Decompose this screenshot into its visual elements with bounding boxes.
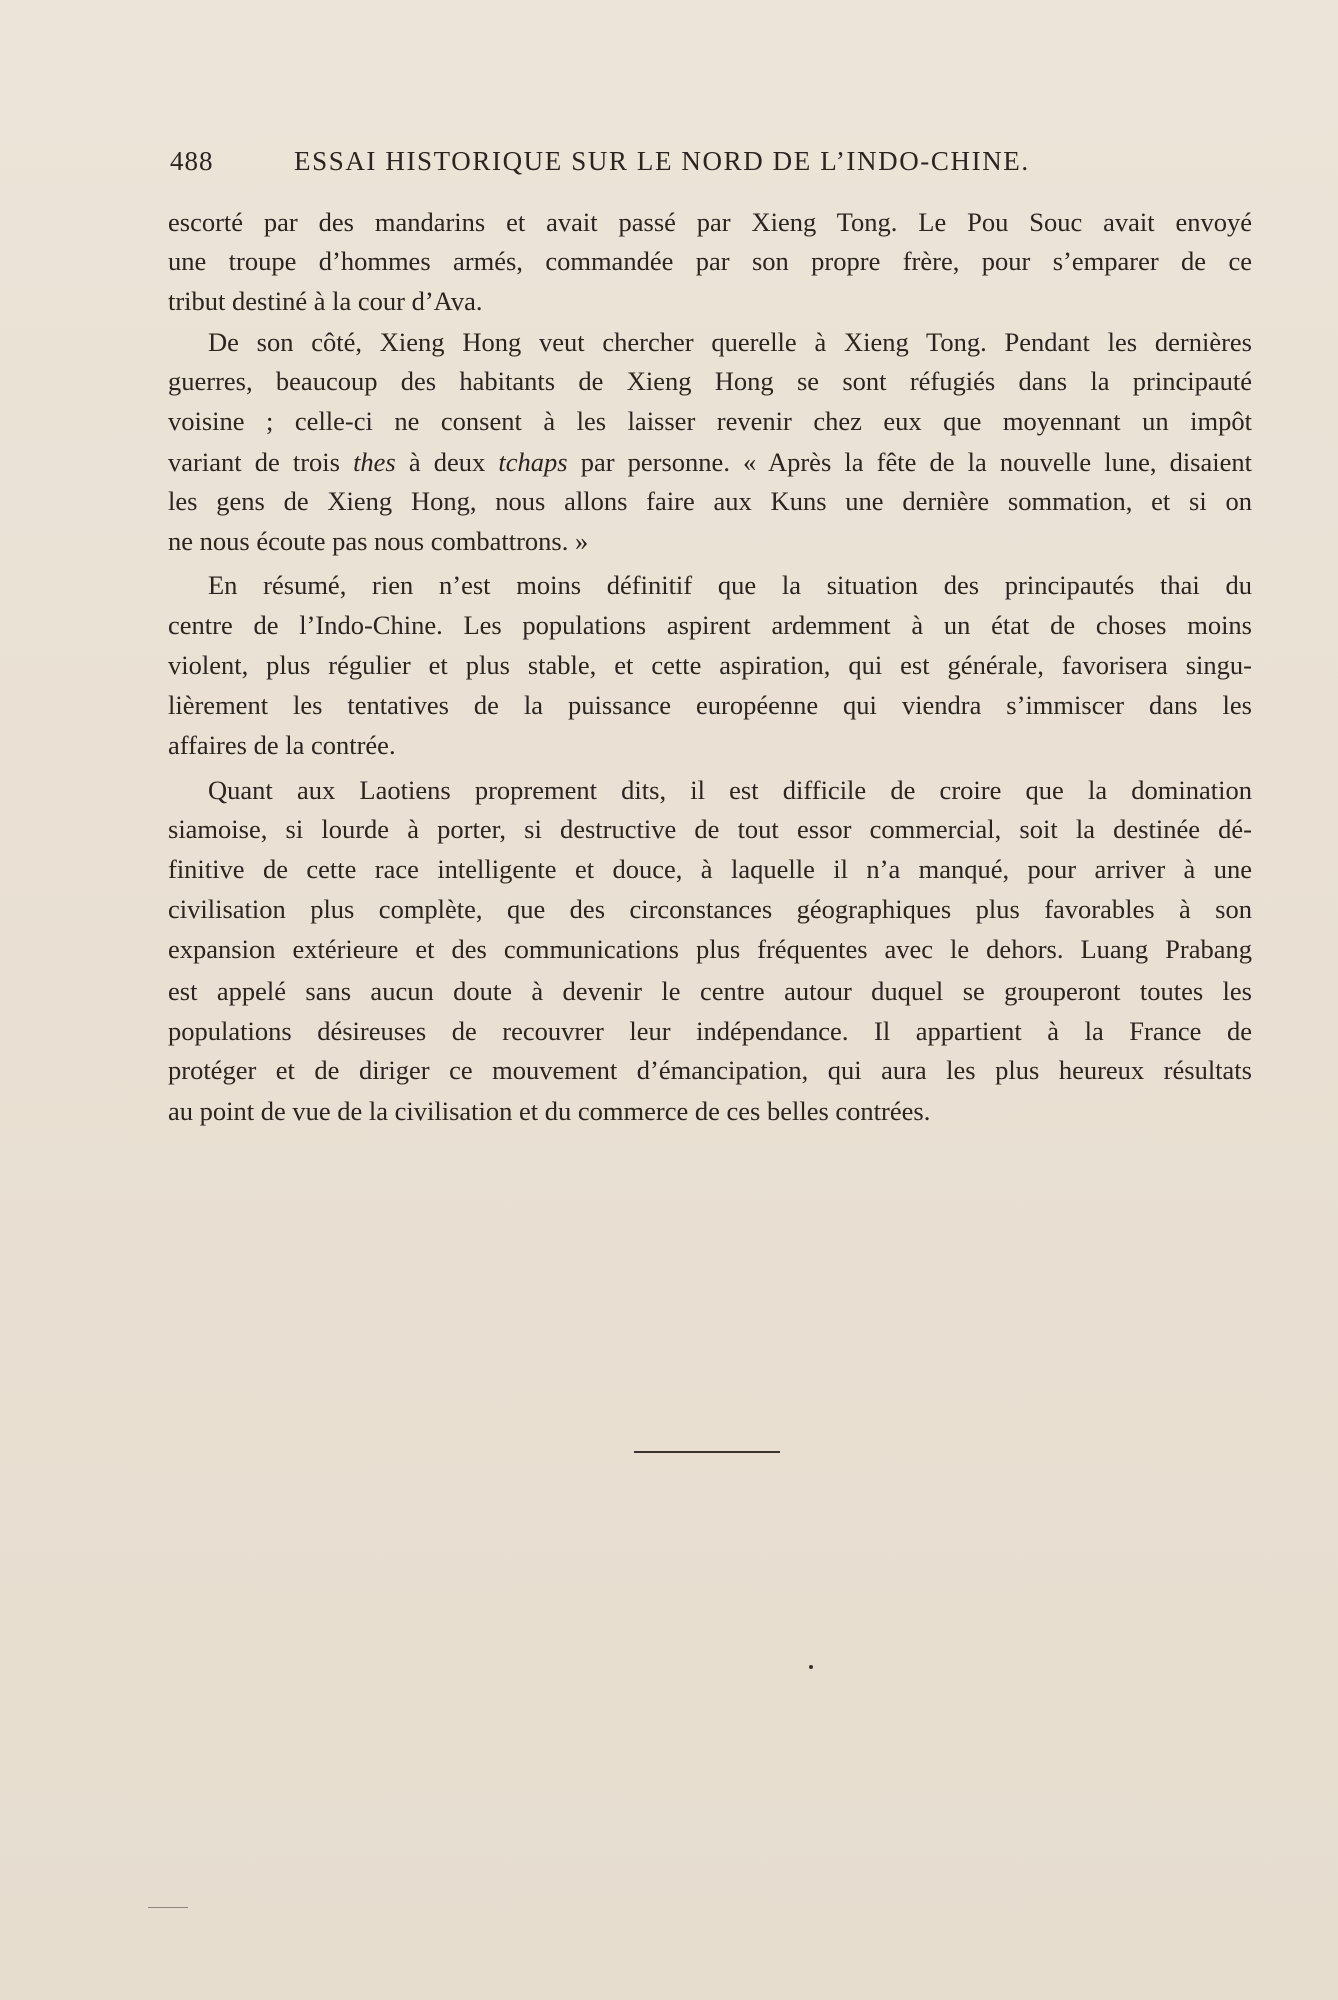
paper-mark xyxy=(148,1907,188,1908)
text-line: De son côté, Xieng Hong veut chercher querelle à Xieng Tong. Pendant les dernières xyxy=(208,327,1252,357)
text-line: voisine ; celle-ci ne consent à les laisser revenir chez eux que moyennant un impôt xyxy=(168,406,1252,436)
text-segment: par personne. « Après la fête de la nouvelle lune, disaient xyxy=(567,447,1252,477)
text-line: Quant aux Laotiens proprement dits, il est difficile de croire que la domination xyxy=(208,775,1252,805)
text-line: finitive de cette race intelligente et douce, à laquelle il n’a manqué, pour arriver à une xyxy=(168,854,1252,884)
text-line: escorté par des mandarins et avait passé par Xieng Tong. Le Pou Souc avait envoyé xyxy=(168,207,1252,237)
italic-term: thes xyxy=(353,447,396,477)
text-line: est appelé sans aucun doute à devenir le centre autour duquel se grouperont toutes les xyxy=(168,976,1252,1006)
text-line: affaires de la contrée. xyxy=(168,730,396,760)
text-line: lièrement les tentatives de la puissance européenne qui viendra s’immiscer dans les xyxy=(168,690,1252,720)
text-line: tribut destiné à la cour d’Ava. xyxy=(168,286,483,316)
text-line: protéger et de diriger ce mouvement d’émancipation, qui aura les plus heureux résultats xyxy=(168,1055,1252,1085)
text-line: En résumé, rien n’est moins définitif que la situation des principautés thai du xyxy=(208,570,1252,600)
text-line: civilisation plus complète, que des circonstances géographiques plus favorables à son xyxy=(168,894,1252,924)
end-rule-divider xyxy=(634,1451,780,1453)
text-line: expansion extérieure et des communications plus fréquentes avec le dehors. Luang Prabang xyxy=(168,934,1252,964)
text-line: les gens de Xieng Hong, nous allons faire aux Kuns une dernière sommation, et si on xyxy=(168,486,1252,516)
text-line: au point de vue de la civilisation et du commerce de ces belles contrées. xyxy=(168,1096,931,1126)
text-line: centre de l’Indo-Chine. Les populations aspirent ardemment à un état de choses moins xyxy=(168,610,1252,640)
page-number: 488 xyxy=(170,146,214,176)
running-title: ESSAI HISTORIQUE SUR LE NORD DE L’INDO-CHINE. xyxy=(294,146,1030,176)
text-line: violent, plus régulier et plus stable, et cette aspiration, qui est générale, favorisera singu- xyxy=(168,650,1252,680)
text-line: une troupe d’hommes armés, commandée par son propre frère, pour s’emparer de ce xyxy=(168,246,1252,276)
text-line: siamoise, si lourde à porter, si destructive de tout essor commercial, soit la destinée dé- xyxy=(168,814,1252,844)
text-segment: variant de trois xyxy=(168,447,354,477)
text-segment: à deux xyxy=(395,447,499,477)
text-line: ne nous écoute pas nous combattrons. » xyxy=(168,526,589,556)
italic-term: tchaps xyxy=(498,447,568,477)
paper-speck xyxy=(809,1665,813,1669)
text-line: populations désireuses de recouvrer leur indépendance. Il appartient à la France de xyxy=(168,1016,1252,1046)
text-line: guerres, beaucoup des habitants de Xieng Hong se sont réfugiés dans la principauté xyxy=(168,366,1252,396)
text-line-with-italics xyxy=(168,445,1252,479)
